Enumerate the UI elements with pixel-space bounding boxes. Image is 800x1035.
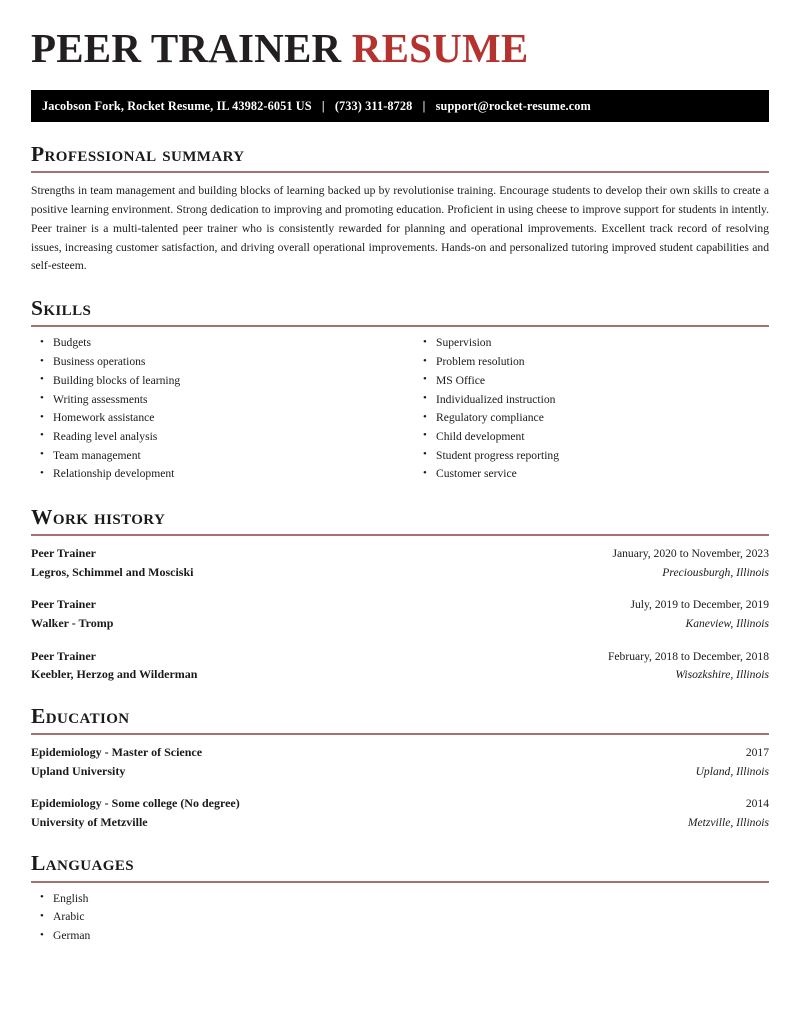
contact-line xyxy=(42,99,591,114)
work-entry-company-location-meta: Kaneview, Illinois xyxy=(685,616,769,630)
work-entry-company-location-label: Legros, Schimmel and Mosciski xyxy=(31,564,194,579)
skills-column-right xyxy=(400,335,769,485)
skill-item: • Budgets xyxy=(31,335,400,350)
skill-item: • Business operations xyxy=(31,354,400,369)
education-entry-degree-year xyxy=(31,743,769,762)
education-entries xyxy=(31,743,769,831)
work-entry-title-dates xyxy=(31,544,769,563)
page-title-accent: RESUME xyxy=(351,25,529,71)
section-professional-summary xyxy=(31,141,769,276)
languages-list xyxy=(31,891,769,944)
skill-item: • Problem resolution xyxy=(414,354,769,369)
work-entry-title-dates-meta: February, 2018 to December, 2018 xyxy=(607,649,769,663)
section-heading-skills: Skills xyxy=(31,296,92,321)
section-divider-education xyxy=(31,733,769,735)
language-item: • English xyxy=(31,891,769,906)
skill-item: • Building blocks of learning xyxy=(31,373,400,388)
skill-item: • Student progress reporting xyxy=(414,448,769,463)
work-history-entries xyxy=(31,544,769,684)
section-heading-work-history: Work history xyxy=(31,504,166,529)
work-entry-company-location-meta: Preciousburgh, Illinois xyxy=(662,565,769,579)
skill-item: • Reading level analysis xyxy=(31,429,400,444)
education-entry-degree-year xyxy=(31,794,769,813)
education-entry-school-location xyxy=(31,762,769,781)
work-entry-company-location-label: Walker - Tromp xyxy=(31,615,114,630)
work-entry-title-dates-label: Peer Trainer xyxy=(31,546,96,561)
education-entry-school-location-label: University of Metzville xyxy=(31,814,148,829)
contact-bar xyxy=(31,90,769,122)
skills-list-right xyxy=(414,335,769,481)
education-entry-degree-year-meta: 2014 xyxy=(745,797,769,811)
work-entry-title-dates xyxy=(31,595,769,614)
contact-address: Jacobson Fork, Rocket Resume, IL 43982-6051 US xyxy=(42,98,312,113)
education-entry xyxy=(31,794,769,831)
contact-separator-1: | xyxy=(321,98,325,113)
work-entry xyxy=(31,595,769,632)
section-languages xyxy=(31,850,769,943)
skill-item: • Customer service xyxy=(414,466,769,481)
education-entry-school-location-meta: Metzville, Illinois xyxy=(687,815,769,829)
contact-separator-2: | xyxy=(422,98,426,113)
section-heading-languages: Languages xyxy=(31,851,134,876)
skills-columns xyxy=(31,335,769,485)
work-entry-title-dates-label: Peer Trainer xyxy=(31,648,96,663)
section-heading-summary: Professional summary xyxy=(31,142,245,167)
education-entry-degree-year-meta: 2017 xyxy=(745,746,769,760)
education-entry-school-location-label: Upland University xyxy=(31,763,126,778)
section-divider-work-history xyxy=(31,534,769,536)
skill-item: • Homework assistance xyxy=(31,410,400,425)
skills-list-left xyxy=(31,335,400,481)
work-entry-company-location xyxy=(31,665,769,684)
work-entry-title-dates-meta: January, 2020 to November, 2023 xyxy=(612,547,769,561)
skill-item: • Child development xyxy=(414,429,769,444)
work-entry-title-dates-label: Peer Trainer xyxy=(31,597,96,612)
page-title xyxy=(31,0,769,71)
section-work-history xyxy=(31,504,769,684)
languages-list-wrap xyxy=(31,891,769,944)
skill-item: • Writing assessments xyxy=(31,392,400,407)
section-skills xyxy=(31,295,769,485)
work-entry-title-dates xyxy=(31,647,769,666)
skill-item: • Regulatory compliance xyxy=(414,410,769,425)
skill-item: • Supervision xyxy=(414,335,769,350)
contact-email[interactable]: support@rocket-resume.com xyxy=(435,98,591,113)
education-entry-degree-year-label: Epidemiology - Some college (No degree) xyxy=(31,796,240,811)
page-title-main: PEER TRAINER xyxy=(31,25,342,71)
work-entry-company-location-label: Keebler, Herzog and Wilderman xyxy=(31,667,198,682)
work-entry xyxy=(31,544,769,581)
section-divider-skills xyxy=(31,325,769,327)
skill-item: • Relationship development xyxy=(31,466,400,481)
education-entry-school-location xyxy=(31,813,769,832)
skill-item: • MS Office xyxy=(414,373,769,388)
education-entry xyxy=(31,743,769,780)
section-heading-education: Education xyxy=(31,703,130,728)
section-divider-summary xyxy=(31,171,769,173)
work-entry-company-location xyxy=(31,563,769,582)
summary-text: Strengths in team management and building blocks of learning backed up by revolutionise training. Encourage students to develop their own skills to create a positive learning environment. Strong dedication to improving and promoting education. Proficient in using cheese to improve support for students in intently. Peer trainer is a multi-talented peer trainer who is consistently rewarded for planning and operational improvements. Excellent track record of resolving issues, increasing customer satisfaction, and driving overall operational improvements. Hands-on and personalized tutoring improved student capabilities and self-esteem. xyxy=(31,184,769,273)
language-item: • Arabic xyxy=(31,909,769,924)
work-entry-company-location-meta: Wisozkshire, Illinois xyxy=(675,668,769,682)
language-item: • German xyxy=(31,928,769,943)
work-entry xyxy=(31,647,769,684)
skill-item: • Individualized instruction xyxy=(414,392,769,407)
work-entry-company-location xyxy=(31,614,769,633)
section-education xyxy=(31,703,769,832)
work-entry-title-dates-meta: July, 2019 to December, 2019 xyxy=(630,598,769,612)
skills-column-left xyxy=(31,335,400,485)
contact-phone[interactable]: (733) 311-8728 xyxy=(334,98,413,113)
skill-item: • Team management xyxy=(31,448,400,463)
education-entry-school-location-meta: Upland, Illinois xyxy=(695,764,769,778)
education-entry-degree-year-label: Epidemiology - Master of Science xyxy=(31,745,203,760)
section-divider-languages xyxy=(31,881,769,883)
